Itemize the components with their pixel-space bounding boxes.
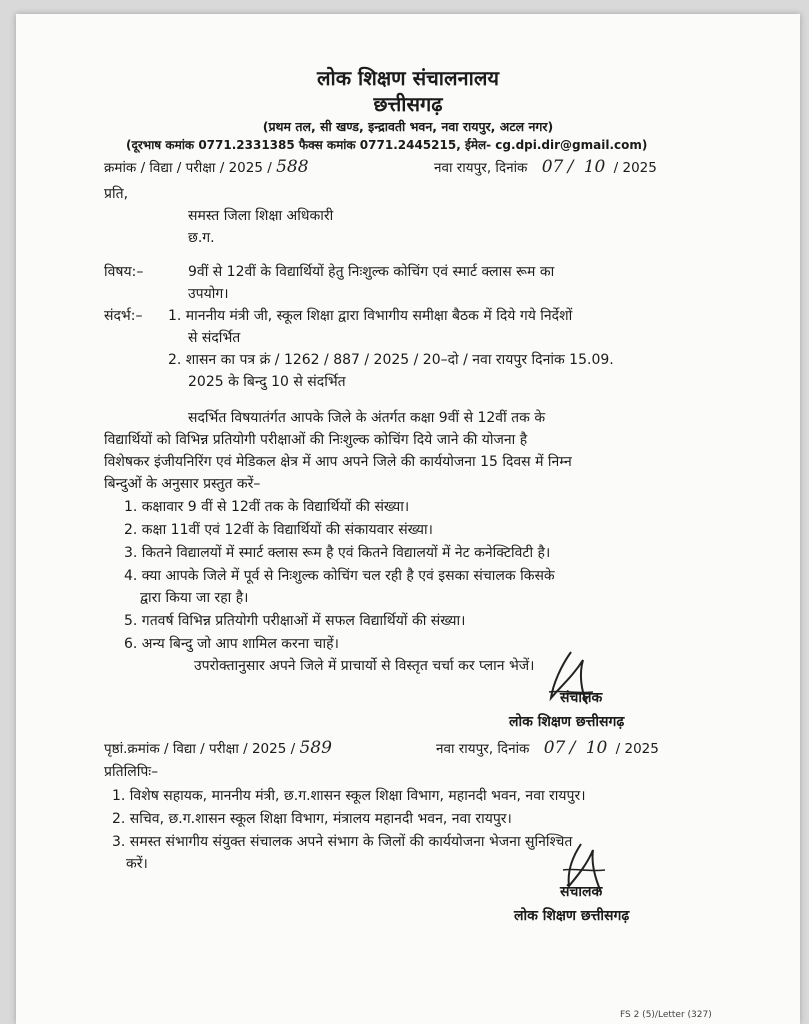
reference-item-2: 2. शासन का पत्र क्रं / 1262 / 887 / 2025 / 20–दो / नवा रायपुर दिनांक 15.09. [168,352,614,368]
copy-item-cont: करें। [126,856,148,872]
subject-line-2: उपयोग। [188,286,229,302]
copy-item: 1. विशेष सहायक, माननीय मंत्री, छ.ग.शासन स्कूल शिक्षा विभाग, महानदी भवन, नवा रायपुर। [112,788,586,804]
endorsement-date-label: नवा रायपुर, दिनांक [436,741,530,757]
signatory-office-2: लोक शिक्षण छत्तीसगढ़ [514,908,630,924]
body-line-1: सदर्भित विषयातंर्गत आपके जिले के अंतर्गत कक्षा 9वीं से 12वीं तक के [188,410,546,426]
letter-number [104,157,309,177]
state-name: छत्तीसगढ़ [373,92,443,116]
reference-label: संदर्भ:– [104,308,143,324]
letter-page [16,14,800,1024]
recipient: समस्त जिला शिक्षा अधिकारी [188,208,334,224]
recipient-state: छ.ग. [188,230,215,246]
point-item-cont: द्वारा किया जा रहा है। [140,590,249,606]
body-line-3: विशेषकर इंजीयनिरिंग एवं मेडिकल क्षेत्र में आप अपने जिले की कार्ययोजना 15 दिवस में निम्न [104,454,572,470]
letter-number-label: क्रमांक / विद्या / परीक्षा / 2025 / [104,160,272,176]
date-day: 07 [541,157,564,177]
endorsement-number-handwritten: 589 [299,738,332,758]
endorsement-number-label: पृष्ठां.क्रमांक / विद्या / परीक्षा / 2025 / [104,741,296,757]
signatory-title-2: संचालक [560,884,603,900]
letter-date-label: नवा रायपुर, दिनांक [434,160,528,176]
point-item: 4. क्या आपके जिले में पूर्व से निःशुल्क कोचिंग चल रही है एवं इसका संचालक किसके [124,568,555,584]
signatory-office-1: लोक शिक्षण छत्तीसगढ़ [509,714,625,730]
copy-item: 3. समस्त संभागीय संयुक्त संचालक अपने संभाग के जिलों की कार्ययोजना भेजना सुनिश्चित [112,834,573,850]
body-line-4: बिन्दुओं के अनुसार प्रस्तुत करें– [104,476,261,492]
reference-item-1-cont: से संदर्भित [188,330,241,346]
point-item: 6. अन्य बिन्दु जो आप शामिल करना चाहें। [124,636,339,652]
point-item: 1. कक्षावार 9 वीं से 12वीं तक के विद्यार्थियों की संख्या। [124,499,410,515]
closing-line: उपरोक्तानुसार अपने जिले में प्राचार्यो से विस्तृत चर्चा कर प्लान भेजें। [194,658,535,674]
office-address: (प्रथम तल, सी खण्ड, इन्द्रावती भवन, नवा रायपुर, अटल नगर) [262,119,554,134]
endorsement-date: नवा रायपुर, दिनांक 07 / 10 / 2025 [436,738,659,758]
point-item: 3. कितने विद्यालयों में स्मार्ट क्लास रूम है एवं कितने विद्यालयों में नेट कनेक्टिविटी है। [124,545,551,561]
letter-number-handwritten: 588 [276,157,309,177]
point-item: 2. कक्षा 11वीं एवं 12वीं के विद्यार्थियों की संकायवार संख्या। [124,522,433,538]
point-item: 5. गतवर्ष विभिन्न प्रतियोगी परीक्षाओं में सफल विद्यार्थियों की संख्या। [124,613,466,629]
date-day: 07 [543,738,566,758]
copy-item: 2. सचिव, छ.ग.शासन स्कूल शिक्षा विभाग, मंत्रालय महानदी भवन, नवा रायपुर। [112,811,512,827]
signatory-title-1: संचालक [560,690,603,706]
date-month: 10 [585,738,608,758]
reference-item-1: 1. माननीय मंत्री जी, स्कूल शिक्षा द्वारा विभागीय समीक्षा बैठक में दिये गये निर्देशों [168,308,573,324]
prati-label: प्रति, [104,186,129,202]
body-line-2: विद्यार्थियों को विभिन्न प्रतियोगी परीक्षाओं की निःशुल्क कोचिंग दिये जाने की योजना है [104,432,528,448]
date-year: / 2025 [613,160,657,176]
reference-item-2-cont: 2025 के बिन्दु 10 से संदर्भित [188,374,346,390]
date-month: 10 [583,157,606,177]
form-number: FS 2 (5)/Letter (327) [620,1010,712,1020]
letter-date: नवा रायपुर, दिनांक 07 / 10 / 2025 [434,157,657,177]
subject-label: विषय:– [104,264,144,280]
subject-line-1: 9वीं से 12वीं के विद्यार्थियों हेतु निःशुल्क कोचिंग एवं स्मार्ट क्लास रूम का [188,264,555,280]
contact-line: (दूरभाष कमांक 0771.2331385 फैक्स कमांक 0771.2445215, ईमेल- cg.dpi.dir@gmail.com) [126,138,648,152]
org-name: लोक शिक्षण संचालनालय [316,66,499,90]
date-year: / 2025 [615,741,659,757]
endorsement-number [104,738,332,758]
copy-label: प्रतिलिपिः– [104,764,159,780]
